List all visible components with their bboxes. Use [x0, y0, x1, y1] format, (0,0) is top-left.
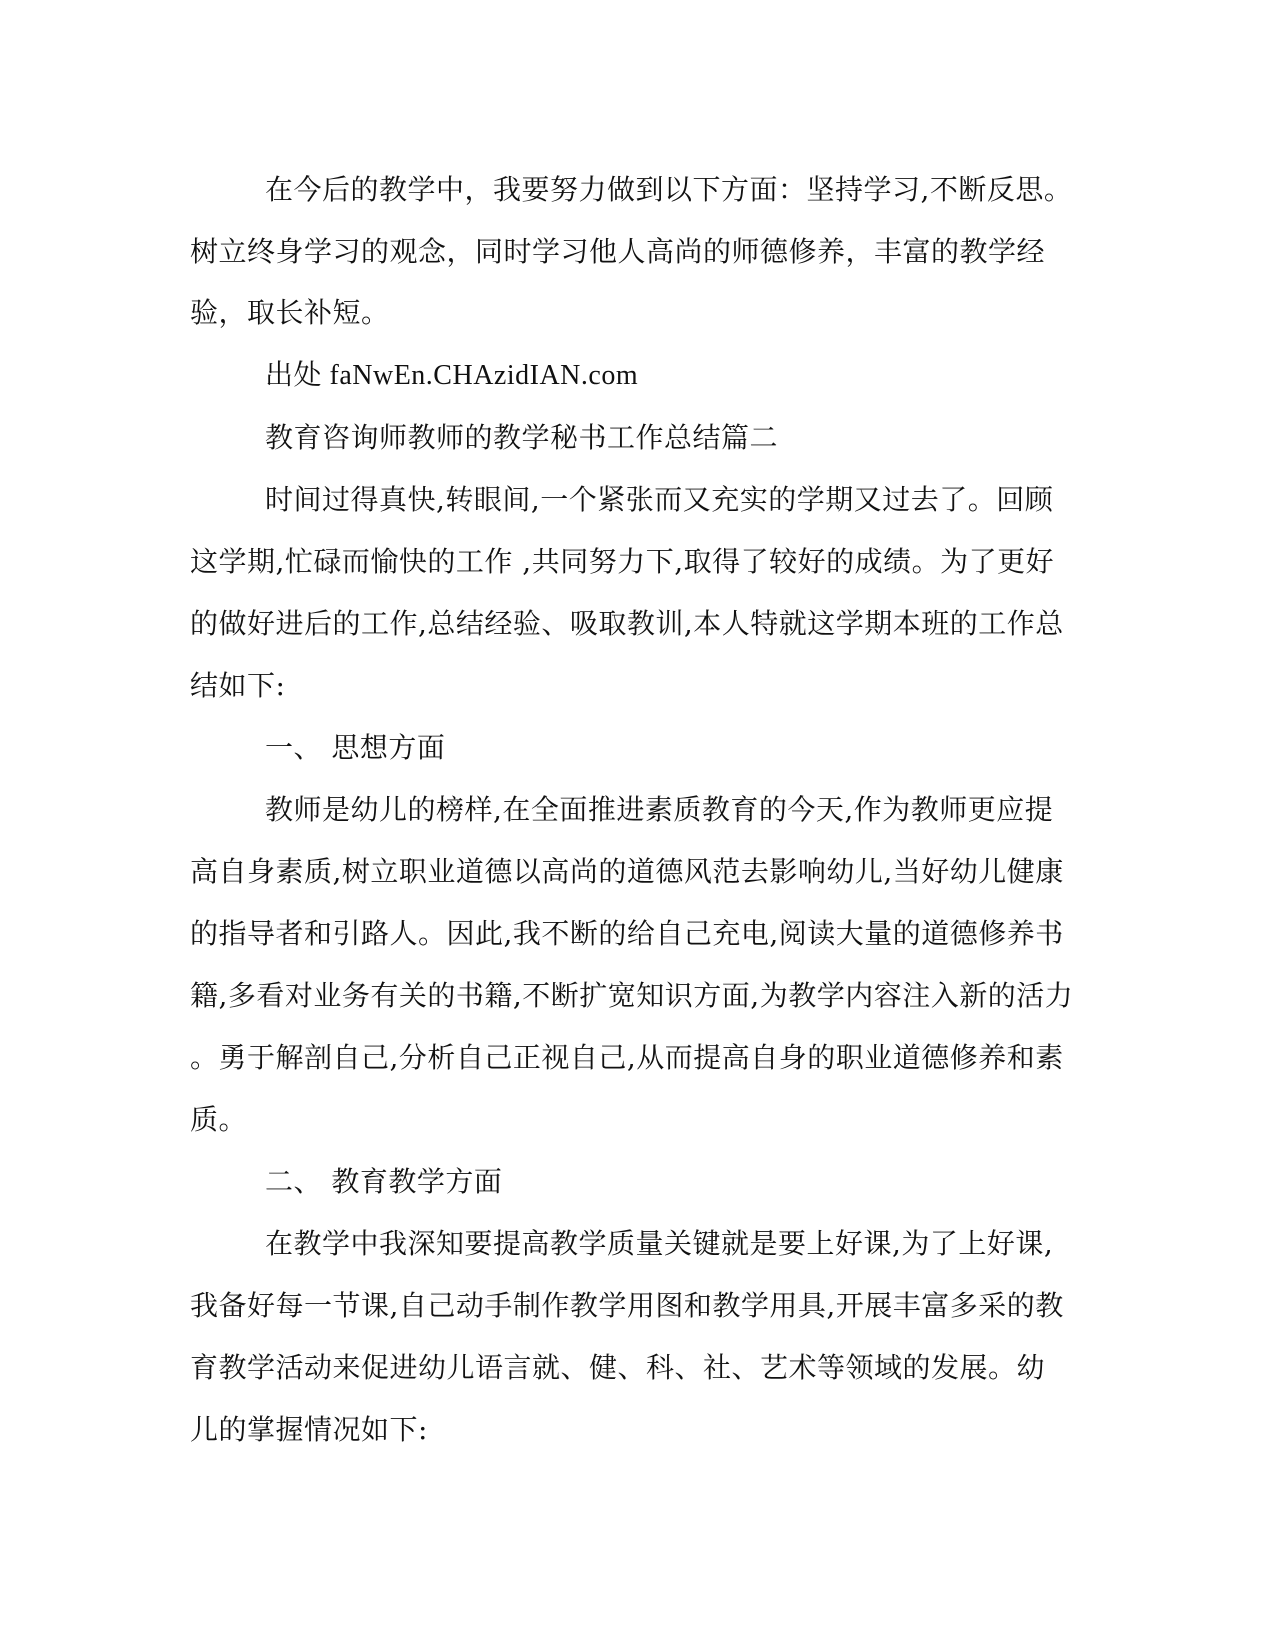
subheading: 二、 教育教学方面	[265, 1165, 503, 1198]
section-title: 教育咨询师教师的教学秘书工作总结篇二	[265, 421, 779, 454]
paragraph-line: 教师是幼儿的榜样,在全面推进素质教育的今天,作为教师更应提	[265, 793, 1054, 826]
paragraph-line: 儿的掌握情况如下:	[190, 1413, 428, 1446]
paragraph-line: 这学期,忙碌而愉快的工作 ,共同努力下,取得了较好的成绩。为了更好	[190, 545, 1055, 578]
paragraph-line: 高自身素质,树立职业道德以高尚的道德风范去影响幼儿,当好幼儿健康	[190, 855, 1064, 888]
paragraph-line: 在教学中我深知要提高教学质量关键就是要上好课,为了上好课,	[265, 1227, 1054, 1260]
paragraph-line: 质。	[190, 1103, 248, 1136]
paragraph-line: 。勇于解剖自己,分析自己正视自己,从而提高自身的职业道德修养和素	[190, 1041, 1064, 1074]
source-line: 出处 faNwEn.CHAzidIAN.com	[265, 360, 639, 391]
paragraph-line: 在今后的教学中，我要努力做到以下方面：坚持学习,不断反思。	[265, 173, 1073, 206]
paragraph-line: 育教学活动来促进幼儿语言就、健、科、社、艺术等领域的发展。幼	[190, 1351, 1046, 1384]
paragraph-line: 籍,多看对业务有关的书籍,不断扩宽知识方面,为教学内容注入新的活力	[190, 979, 1074, 1012]
paragraph-line: 结如下:	[190, 669, 286, 702]
paragraph-line: 时间过得真快,转眼间,一个紧张而又充实的学期又过去了。回顾	[265, 483, 1054, 516]
paragraph-line: 树立终身学习的观念，同时学习他人高尚的师德修养，丰富的教学经	[190, 235, 1046, 268]
paragraph-line: 我备好每一节课,自己动手制作教学用图和教学用具,开展丰富多采的教	[190, 1289, 1064, 1322]
paragraph-line: 的做好进后的工作,总结经验、吸取教训,本人特就这学期本班的工作总	[190, 607, 1064, 640]
paragraph-line: 验，取长补短。	[190, 296, 390, 329]
subheading: 一、 思想方面	[265, 731, 446, 764]
paragraph-line: 的指导者和引路人。因此,我不断的给自己充电,阅读大量的道德修养书	[190, 917, 1064, 950]
